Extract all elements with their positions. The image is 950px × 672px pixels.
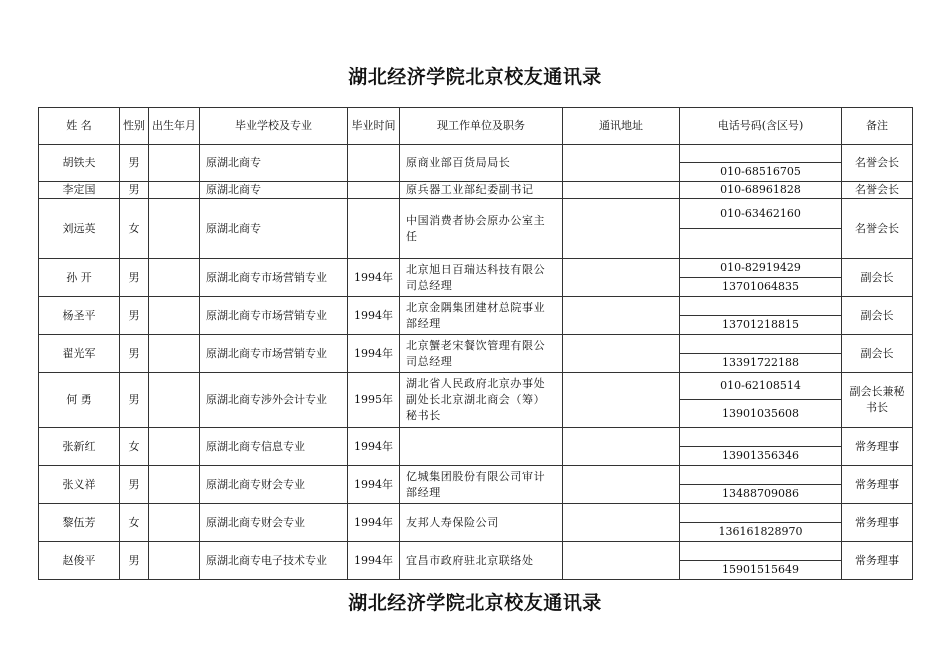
table-row — [39, 199, 913, 229]
cell-note: 常务理事 — [842, 466, 913, 504]
cell-note: 常务理事 — [842, 542, 913, 580]
cell-name: 胡铁夫 — [39, 145, 120, 182]
cell-grad-time: 1994年 — [348, 259, 400, 297]
header-grad-time: 毕业时间 — [348, 108, 400, 145]
cell-phone-secondary: 136161828970 — [680, 523, 842, 542]
cell-phone-primary — [680, 428, 842, 447]
table-row — [39, 145, 913, 163]
cell-phone-secondary: 13488709086 — [680, 485, 842, 504]
cell-address — [563, 182, 680, 199]
cell-phone-primary — [680, 297, 842, 316]
cell-name: 刘远英 — [39, 199, 120, 259]
cell-phone-primary: 010-63462160 — [680, 199, 842, 229]
cell-name: 孙 开 — [39, 259, 120, 297]
cell-note: 副会长兼秘书长 — [842, 373, 913, 428]
cell-grad-time: 1994年 — [348, 466, 400, 504]
cell-gender: 男 — [120, 145, 149, 182]
cell-note: 名誉会长 — [842, 145, 913, 182]
alumni-directory-table — [38, 107, 913, 580]
header-job: 现工作单位及职务 — [400, 108, 563, 145]
cell-phone-primary — [680, 466, 842, 485]
cell-school: 原湖北商专信息专业 — [200, 428, 348, 466]
cell-note: 常务理事 — [842, 428, 913, 466]
cell-job: 中国消费者协会原办公室主任 — [400, 199, 563, 259]
header-school: 毕业学校及专业 — [200, 108, 348, 145]
cell-address — [563, 373, 680, 428]
cell-name: 张义祥 — [39, 466, 120, 504]
cell-school: 原湖北商专 — [200, 145, 348, 182]
cell-school: 原湖北商专市场营销专业 — [200, 297, 348, 335]
cell-name: 张新红 — [39, 428, 120, 466]
cell-note: 副会长 — [842, 297, 913, 335]
table-row — [39, 297, 913, 316]
cell-grad-time: 1994年 — [348, 542, 400, 580]
cell-job: 宜昌市政府驻北京联络处 — [400, 542, 563, 580]
cell-address — [563, 335, 680, 373]
cell-note: 常务理事 — [842, 504, 913, 542]
cell-job: 北京金隅集团建材总院事业部经理 — [400, 297, 563, 335]
cell-birth — [149, 373, 200, 428]
cell-birth — [149, 182, 200, 199]
cell-phone-secondary: 13701218815 — [680, 316, 842, 335]
cell-phone-secondary: 13391722188 — [680, 354, 842, 373]
cell-grad-time: 1995年 — [348, 373, 400, 428]
table-row — [39, 466, 913, 485]
table-header-row — [39, 108, 913, 145]
cell-birth — [149, 145, 200, 182]
cell-job: 北京旭日百瑞达科技有限公司总经理 — [400, 259, 563, 297]
cell-birth — [149, 199, 200, 259]
cell-name: 杨圣平 — [39, 297, 120, 335]
cell-job: 湖北省人民政府北京办事处副处长北京湖北商会（筹）秘书长 — [400, 373, 563, 428]
cell-phone-primary — [680, 335, 842, 354]
cell-school: 原湖北商专电子技术专业 — [200, 542, 348, 580]
cell-note: 副会长 — [842, 335, 913, 373]
cell-gender: 女 — [120, 199, 149, 259]
table-row — [39, 504, 913, 523]
cell-address — [563, 466, 680, 504]
cell-phone-secondary: 13701064835 — [680, 278, 842, 297]
cell-birth — [149, 428, 200, 466]
cell-grad-time: 1994年 — [348, 504, 400, 542]
cell-birth — [149, 335, 200, 373]
cell-job — [400, 428, 563, 466]
table-row — [39, 259, 913, 278]
cell-note: 名誉会长 — [842, 199, 913, 259]
page-title: 湖北经济学院北京校友通讯录 — [348, 66, 602, 88]
cell-gender: 男 — [120, 297, 149, 335]
cell-name: 黎伍芳 — [39, 504, 120, 542]
cell-job: 北京蟹老宋餐饮管理有限公司总经理 — [400, 335, 563, 373]
table-row — [39, 373, 913, 400]
cell-phone-secondary: 010-68516705 — [680, 163, 842, 182]
cell-gender: 男 — [120, 335, 149, 373]
cell-school: 原湖北商专 — [200, 182, 348, 199]
cell-job: 亿城集团股份有限公司审计部经理 — [400, 466, 563, 504]
cell-address — [563, 428, 680, 466]
cell-gender: 男 — [120, 542, 149, 580]
cell-note: 副会长 — [842, 259, 913, 297]
cell-name: 何 勇 — [39, 373, 120, 428]
cell-name: 赵俊平 — [39, 542, 120, 580]
cell-address — [563, 297, 680, 335]
header-name: 姓 名 — [39, 108, 120, 145]
cell-address — [563, 199, 680, 259]
cell-phone-secondary — [680, 229, 842, 259]
page-title-repeat: 湖北经济学院北京校友通讯录 — [348, 592, 602, 614]
cell-school: 原湖北商专涉外会计专业 — [200, 373, 348, 428]
cell-name: 翟光军 — [39, 335, 120, 373]
cell-birth — [149, 466, 200, 504]
cell-grad-time — [348, 145, 400, 182]
header-phone: 电话号码(含区号) — [680, 108, 842, 145]
cell-grad-time: 1994年 — [348, 335, 400, 373]
cell-phone-primary — [680, 145, 842, 163]
cell-phone-secondary: 13901035608 — [680, 400, 842, 428]
cell-school: 原湖北商专市场营销专业 — [200, 335, 348, 373]
table-row — [39, 428, 913, 447]
cell-phone-primary: 010-68961828 — [680, 182, 842, 199]
cell-phone-primary — [680, 504, 842, 523]
cell-grad-time: 1994年 — [348, 428, 400, 466]
header-note: 备注 — [842, 108, 913, 145]
cell-gender: 女 — [120, 504, 149, 542]
cell-school: 原湖北商专财会专业 — [200, 504, 348, 542]
cell-address — [563, 542, 680, 580]
cell-job: 友邦人寿保险公司 — [400, 504, 563, 542]
cell-gender: 男 — [120, 466, 149, 504]
cell-address — [563, 259, 680, 297]
cell-phone-secondary: 15901515649 — [680, 561, 842, 580]
cell-grad-time: 1994年 — [348, 297, 400, 335]
cell-birth — [149, 504, 200, 542]
header-address: 通讯地址 — [563, 108, 680, 145]
cell-gender: 男 — [120, 259, 149, 297]
table-row — [39, 335, 913, 354]
cell-phone-secondary: 13901356346 — [680, 447, 842, 466]
cell-grad-time — [348, 182, 400, 199]
cell-note: 名誉会长 — [842, 182, 913, 199]
cell-school: 原湖北商专市场营销专业 — [200, 259, 348, 297]
table-row — [39, 542, 913, 561]
table-row — [39, 182, 913, 199]
cell-gender: 男 — [120, 373, 149, 428]
cell-job: 原兵器工业部纪委副书记 — [400, 182, 563, 199]
header-gender: 性别 — [120, 108, 149, 145]
cell-job: 原商业部百货局局长 — [400, 145, 563, 182]
header-birth: 出生年月 — [149, 108, 200, 145]
cell-school: 原湖北商专 — [200, 199, 348, 259]
cell-phone-primary: 010-82919429 — [680, 259, 842, 278]
cell-name: 李定国 — [39, 182, 120, 199]
cell-birth — [149, 259, 200, 297]
cell-address — [563, 504, 680, 542]
cell-gender: 男 — [120, 182, 149, 199]
cell-grad-time — [348, 199, 400, 259]
cell-gender: 女 — [120, 428, 149, 466]
cell-birth — [149, 542, 200, 580]
cell-birth — [149, 297, 200, 335]
cell-phone-primary — [680, 542, 842, 561]
cell-address — [563, 145, 680, 182]
cell-phone-primary: 010-62108514 — [680, 373, 842, 400]
cell-school: 原湖北商专财会专业 — [200, 466, 348, 504]
